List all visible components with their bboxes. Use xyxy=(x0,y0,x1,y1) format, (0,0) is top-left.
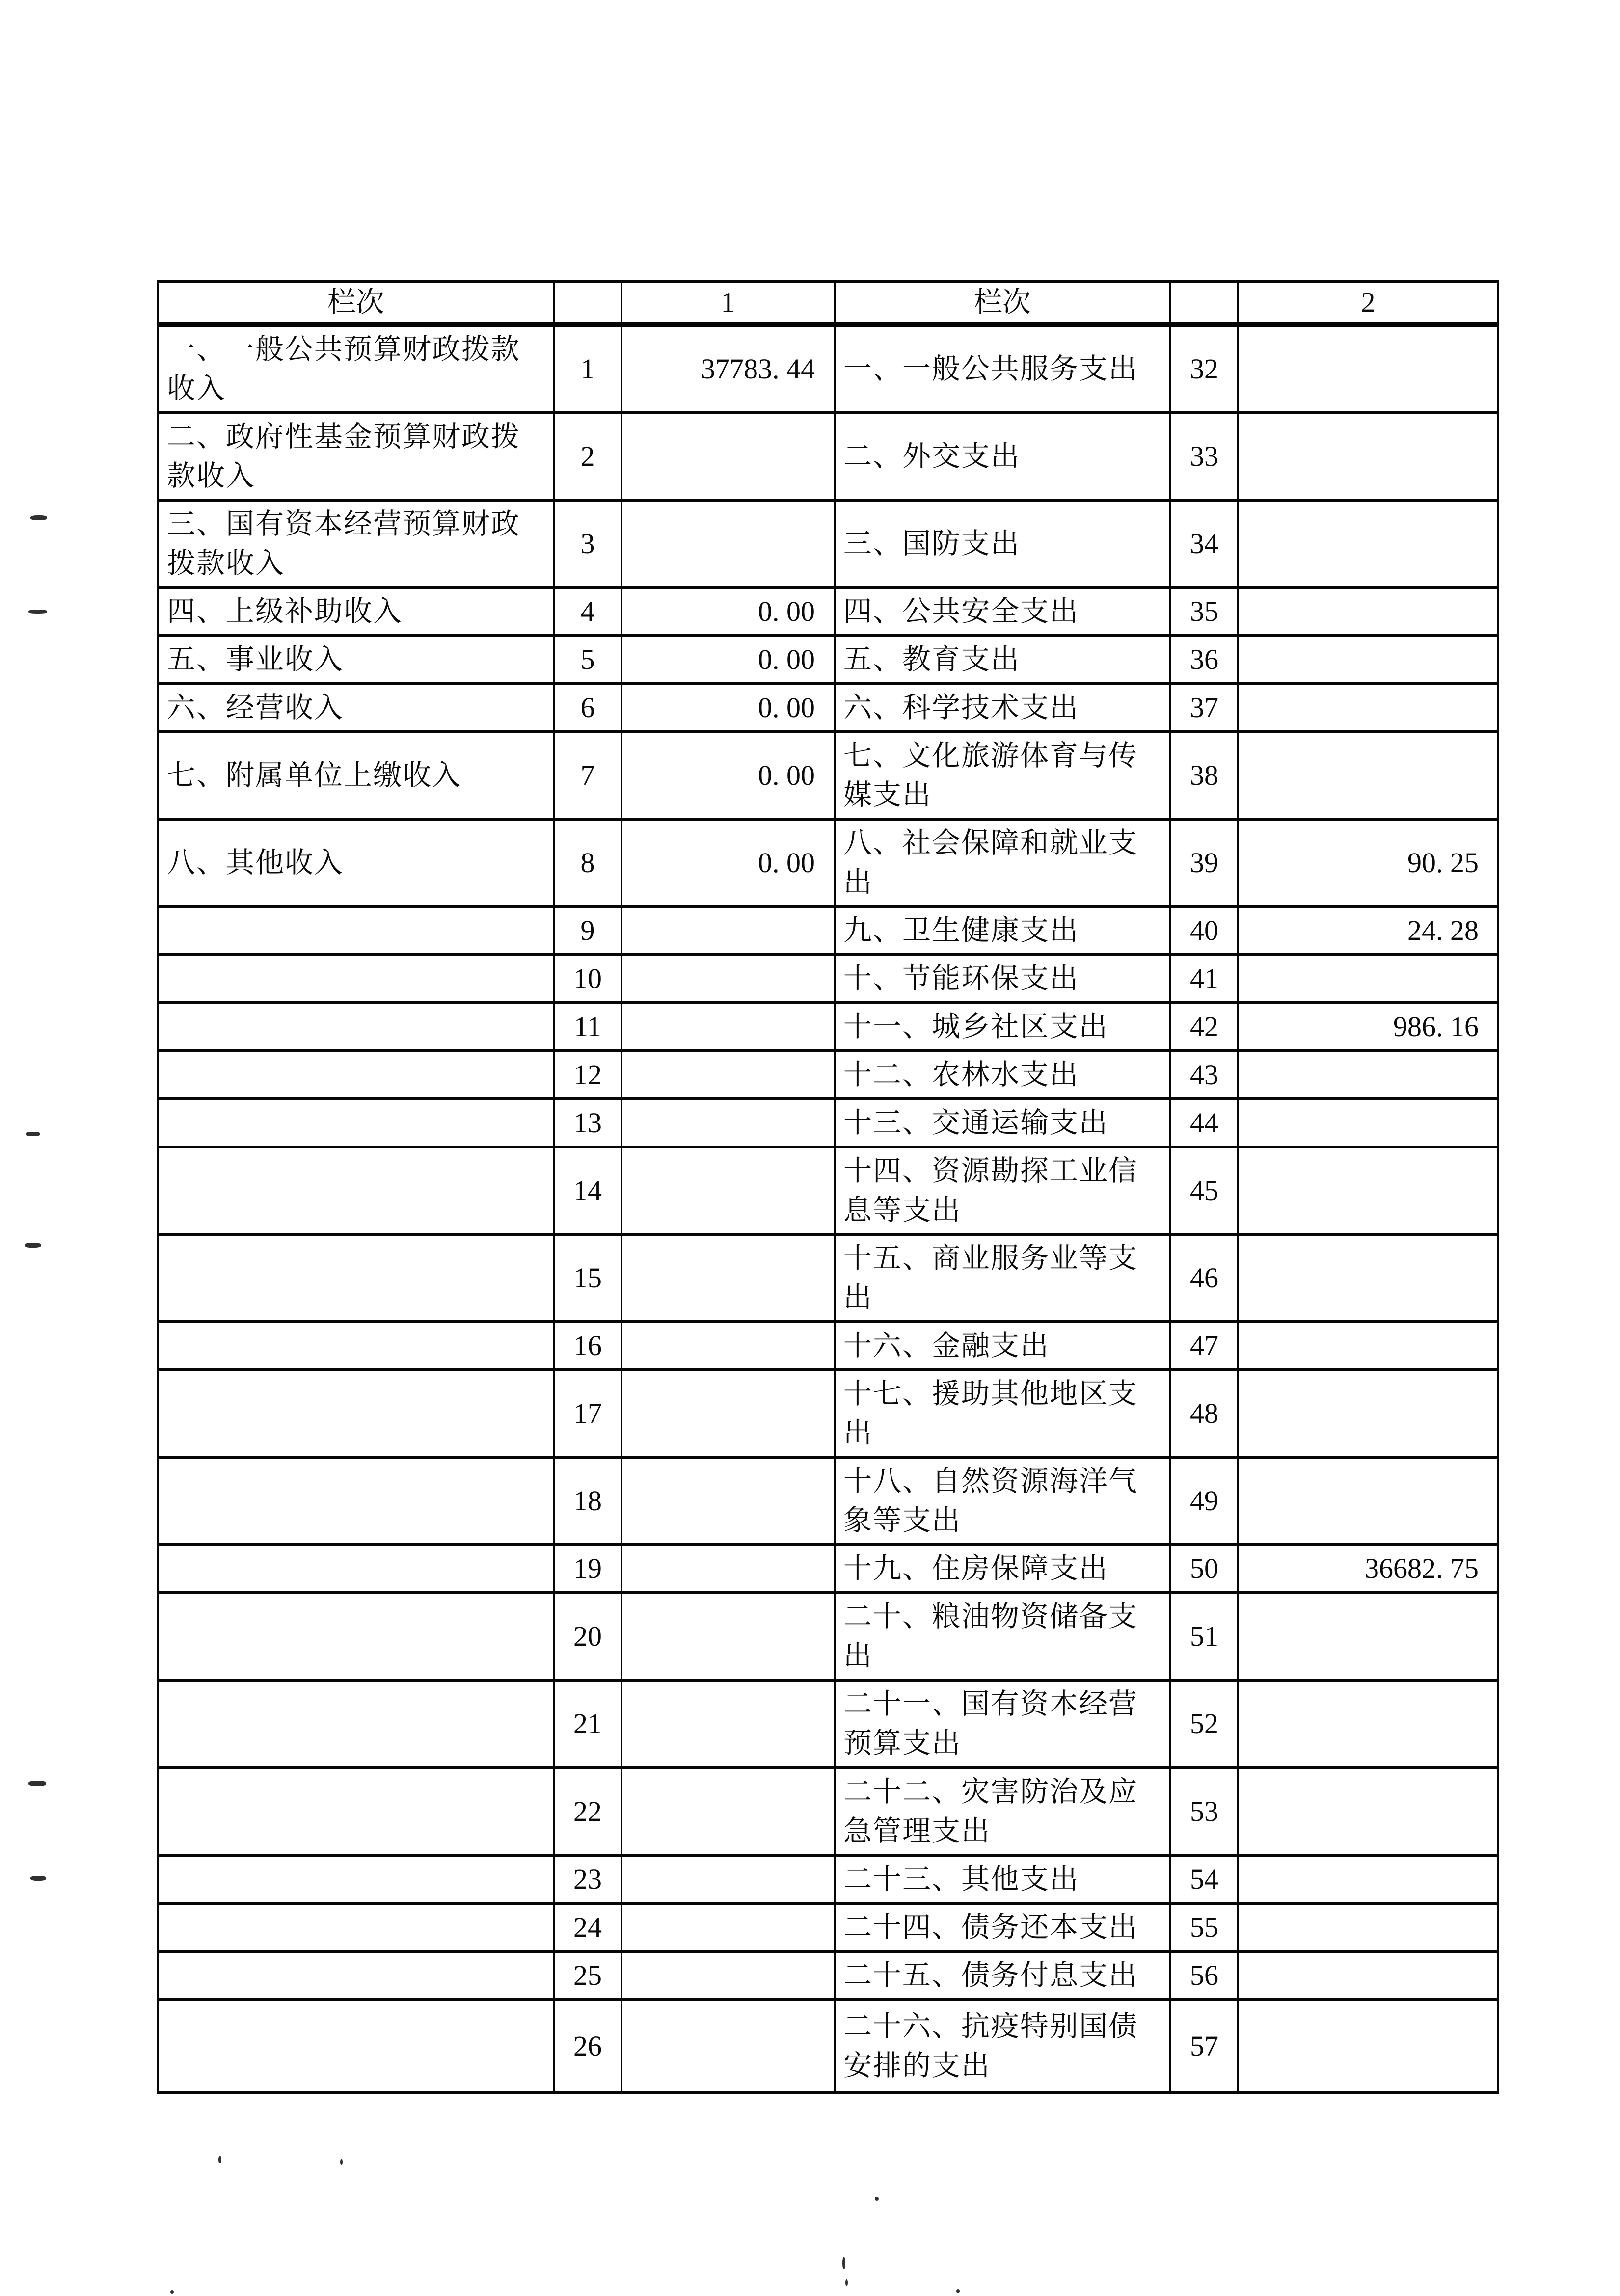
expense-line-no-cell: 41 xyxy=(1170,955,1238,1003)
income-line-no-cell: 23 xyxy=(554,1855,621,1903)
income-item-cell: 三、国有资本经营预算财政拨款收入 xyxy=(158,500,554,587)
expense-value-cell: 90. 25 xyxy=(1238,819,1498,907)
income-value-cell xyxy=(621,2000,835,2093)
income-value-cell: 0. 00 xyxy=(621,684,835,732)
income-value-cell xyxy=(621,907,835,955)
income-value-cell xyxy=(621,1322,835,1370)
expense-line-no-cell: 38 xyxy=(1170,732,1238,819)
expense-line-no-cell: 55 xyxy=(1170,1903,1238,1951)
expense-item-cell: 一、一般公共服务支出 xyxy=(835,324,1170,413)
income-value-cell: 0. 00 xyxy=(621,636,835,684)
expense-line-no-cell: 52 xyxy=(1170,1680,1238,1767)
income-line-no-cell: 25 xyxy=(554,1951,621,2000)
expense-item-cell: 六、科学技术支出 xyxy=(835,684,1170,732)
table-row xyxy=(158,324,1498,413)
expense-line-no-cell: 54 xyxy=(1170,1855,1238,1903)
header-col-2: 2 xyxy=(1238,281,1498,324)
income-item-cell xyxy=(158,1322,554,1370)
expense-value-cell xyxy=(1238,955,1498,1003)
income-line-no-cell: 20 xyxy=(554,1593,621,1680)
expense-line-no-cell: 46 xyxy=(1170,1234,1238,1322)
table-row xyxy=(158,1099,1498,1147)
table-row xyxy=(158,1545,1498,1593)
expense-value-cell xyxy=(1238,587,1498,636)
income-line-no-cell: 15 xyxy=(554,1234,621,1322)
income-item-cell: 六、经营收入 xyxy=(158,684,554,732)
scan-speck xyxy=(170,2290,174,2294)
expense-value-cell xyxy=(1238,1903,1498,1951)
scan-speck xyxy=(25,1243,41,1248)
income-item-cell xyxy=(158,1768,554,1855)
income-value-cell xyxy=(621,1768,835,1855)
income-value-cell xyxy=(621,1855,835,1903)
expense-line-no-cell: 43 xyxy=(1170,1051,1238,1099)
income-line-no-cell: 12 xyxy=(554,1051,621,1099)
income-value-cell xyxy=(621,1680,835,1767)
expense-item-cell: 二十一、国有资本经营预算支出 xyxy=(835,1680,1170,1767)
expense-item-cell: 十三、交通运输支出 xyxy=(835,1099,1170,1147)
income-line-no-cell: 22 xyxy=(554,1768,621,1855)
income-line-no-cell: 10 xyxy=(554,955,621,1003)
income-value-cell xyxy=(621,1099,835,1147)
header-lanci-right: 栏次 xyxy=(835,281,1170,324)
income-line-no-cell: 2 xyxy=(554,413,621,500)
income-item-cell xyxy=(158,1099,554,1147)
income-value-cell xyxy=(621,955,835,1003)
expense-line-no-cell: 32 xyxy=(1170,324,1238,413)
income-item-cell xyxy=(158,1003,554,1051)
expense-item-cell: 十四、资源勘探工业信息等支出 xyxy=(835,1147,1170,1234)
income-item-cell xyxy=(158,1234,554,1322)
income-line-no-cell: 5 xyxy=(554,636,621,684)
header-blank-left xyxy=(554,281,621,324)
expense-item-cell: 二十、粮油物资储备支出 xyxy=(835,1593,1170,1680)
income-item-cell xyxy=(158,1951,554,2000)
income-line-no-cell: 9 xyxy=(554,907,621,955)
expense-line-no-cell: 47 xyxy=(1170,1322,1238,1370)
expense-value-cell: 986. 16 xyxy=(1238,1003,1498,1051)
expense-item-cell: 二十五、债务付息支出 xyxy=(835,1951,1170,2000)
expense-value-cell xyxy=(1238,1234,1498,1322)
income-value-cell: 0. 00 xyxy=(621,587,835,636)
scan-speck xyxy=(30,1876,46,1881)
expense-value-cell xyxy=(1238,1680,1498,1767)
expense-item-cell: 十、节能环保支出 xyxy=(835,955,1170,1003)
income-item-cell: 二、政府性基金预算财政拨款收入 xyxy=(158,413,554,500)
expense-line-no-cell: 40 xyxy=(1170,907,1238,955)
table-row xyxy=(158,1003,1498,1051)
expense-item-cell: 十一、城乡社区支出 xyxy=(835,1003,1170,1051)
expense-item-cell: 二十二、灾害防治及应急管理支出 xyxy=(835,1768,1170,1855)
expense-line-no-cell: 34 xyxy=(1170,500,1238,587)
expense-item-cell: 五、教育支出 xyxy=(835,636,1170,684)
income-line-no-cell: 8 xyxy=(554,819,621,907)
income-value-cell xyxy=(621,1593,835,1680)
header-col-1: 1 xyxy=(621,281,835,324)
income-item-cell xyxy=(158,1903,554,1951)
expense-value-cell xyxy=(1238,413,1498,500)
table-row xyxy=(158,1051,1498,1099)
table-row xyxy=(158,1147,1498,1234)
expense-line-no-cell: 56 xyxy=(1170,1951,1238,2000)
scan-speck xyxy=(28,610,47,614)
income-line-no-cell: 1 xyxy=(554,324,621,413)
income-line-no-cell: 24 xyxy=(554,1903,621,1951)
income-item-cell: 五、事业收入 xyxy=(158,636,554,684)
table-row xyxy=(158,1234,1498,1322)
budget-table xyxy=(157,280,1499,2094)
expense-value-cell: 24. 28 xyxy=(1238,907,1498,955)
expense-item-cell: 十九、住房保障支出 xyxy=(835,1545,1170,1593)
income-item-cell xyxy=(158,955,554,1003)
income-item-cell xyxy=(158,1457,554,1545)
expense-value-cell xyxy=(1238,1051,1498,1099)
expense-item-cell: 九、卫生健康支出 xyxy=(835,907,1170,955)
expense-value-cell xyxy=(1238,324,1498,413)
table-row xyxy=(158,2000,1498,2093)
expense-line-no-cell: 37 xyxy=(1170,684,1238,732)
table-row xyxy=(158,907,1498,955)
table-row xyxy=(158,1322,1498,1370)
expense-line-no-cell: 33 xyxy=(1170,413,1238,500)
expense-line-no-cell: 44 xyxy=(1170,1099,1238,1147)
scan-speck xyxy=(30,515,47,520)
income-line-no-cell: 21 xyxy=(554,1680,621,1767)
income-item-cell xyxy=(158,907,554,955)
income-value-cell xyxy=(621,1545,835,1593)
expense-value-cell xyxy=(1238,732,1498,819)
income-item-cell: 四、上级补助收入 xyxy=(158,587,554,636)
income-value-cell xyxy=(621,413,835,500)
income-item-cell xyxy=(158,1370,554,1457)
expense-line-no-cell: 39 xyxy=(1170,819,1238,907)
expense-value-cell xyxy=(1238,1593,1498,1680)
income-line-no-cell: 14 xyxy=(554,1147,621,1234)
expense-line-no-cell: 57 xyxy=(1170,2000,1238,2093)
table-row xyxy=(158,1951,1498,2000)
expense-value-cell xyxy=(1238,1322,1498,1370)
table-header-row xyxy=(158,281,1498,324)
expense-item-cell: 十七、援助其他地区支出 xyxy=(835,1370,1170,1457)
table-row xyxy=(158,684,1498,732)
table-row xyxy=(158,587,1498,636)
income-line-no-cell: 6 xyxy=(554,684,621,732)
income-value-cell xyxy=(621,1457,835,1545)
table-row xyxy=(158,955,1498,1003)
expense-item-cell: 四、公共安全支出 xyxy=(835,587,1170,636)
expense-value-cell xyxy=(1238,1099,1498,1147)
table-row xyxy=(158,1903,1498,1951)
income-value-cell xyxy=(621,1051,835,1099)
expense-value-cell xyxy=(1238,1768,1498,1855)
scan-speck xyxy=(842,2257,845,2269)
expense-item-cell: 十五、商业服务业等支出 xyxy=(835,1234,1170,1322)
income-line-no-cell: 16 xyxy=(554,1322,621,1370)
income-value-cell xyxy=(621,1003,835,1051)
expense-item-cell: 七、文化旅游体育与传媒支出 xyxy=(835,732,1170,819)
expense-line-no-cell: 51 xyxy=(1170,1593,1238,1680)
expense-value-cell xyxy=(1238,1147,1498,1234)
income-value-cell xyxy=(621,1370,835,1457)
expense-value-cell xyxy=(1238,684,1498,732)
expense-value-cell: 36682. 75 xyxy=(1238,1545,1498,1593)
table-row xyxy=(158,819,1498,907)
income-value-cell xyxy=(621,1903,835,1951)
scan-speck xyxy=(28,1781,46,1786)
expense-item-cell: 二、外交支出 xyxy=(835,413,1170,500)
table-row xyxy=(158,1855,1498,1903)
expense-line-no-cell: 45 xyxy=(1170,1147,1238,1234)
scan-speck xyxy=(26,1132,40,1136)
table-row xyxy=(158,1370,1498,1457)
income-line-no-cell: 3 xyxy=(554,500,621,587)
income-line-no-cell: 11 xyxy=(554,1003,621,1051)
expense-line-no-cell: 42 xyxy=(1170,1003,1238,1051)
income-value-cell xyxy=(621,500,835,587)
expense-value-cell xyxy=(1238,1457,1498,1545)
expense-item-cell: 十六、金融支出 xyxy=(835,1322,1170,1370)
income-line-no-cell: 13 xyxy=(554,1099,621,1147)
expense-value-cell xyxy=(1238,636,1498,684)
income-value-cell: 0. 00 xyxy=(621,819,835,907)
expense-item-cell: 二十六、抗疫特别国债安排的支出 xyxy=(835,2000,1170,2093)
expense-value-cell xyxy=(1238,1951,1498,2000)
income-line-no-cell: 19 xyxy=(554,1545,621,1593)
scan-speck xyxy=(875,2197,879,2201)
table-row xyxy=(158,500,1498,587)
income-item-cell xyxy=(158,1051,554,1099)
income-value-cell xyxy=(621,1147,835,1234)
expense-line-no-cell: 50 xyxy=(1170,1545,1238,1593)
expense-item-cell: 二十四、债务还本支出 xyxy=(835,1903,1170,1951)
expense-item-cell: 八、社会保障和就业支出 xyxy=(835,819,1170,907)
income-value-cell: 0. 00 xyxy=(621,732,835,819)
expense-item-cell: 二十三、其他支出 xyxy=(835,1855,1170,1903)
expense-line-no-cell: 53 xyxy=(1170,1768,1238,1855)
table-row xyxy=(158,1593,1498,1680)
table-row xyxy=(158,636,1498,684)
expense-line-no-cell: 36 xyxy=(1170,636,1238,684)
income-value-cell xyxy=(621,1234,835,1322)
table-row xyxy=(158,732,1498,819)
income-item-cell xyxy=(158,1593,554,1680)
income-item-cell: 七、附属单位上缴收入 xyxy=(158,732,554,819)
table-row xyxy=(158,1768,1498,1855)
expense-value-cell xyxy=(1238,500,1498,587)
expense-line-no-cell: 48 xyxy=(1170,1370,1238,1457)
income-item-cell xyxy=(158,2000,554,2093)
income-item-cell xyxy=(158,1545,554,1593)
scan-speck xyxy=(845,2279,848,2286)
expense-item-cell: 十二、农林水支出 xyxy=(835,1051,1170,1099)
income-line-no-cell: 4 xyxy=(554,587,621,636)
income-value-cell: 37783. 44 xyxy=(621,324,835,413)
table-row xyxy=(158,1457,1498,1545)
income-item-cell: 一、一般公共预算财政拨款收入 xyxy=(158,324,554,413)
income-line-no-cell: 7 xyxy=(554,732,621,819)
income-line-no-cell: 18 xyxy=(554,1457,621,1545)
table-row xyxy=(158,413,1498,500)
scan-speck xyxy=(218,2156,221,2163)
income-line-no-cell: 26 xyxy=(554,2000,621,2093)
expense-line-no-cell: 35 xyxy=(1170,587,1238,636)
expense-value-cell xyxy=(1238,1370,1498,1457)
expense-value-cell xyxy=(1238,1855,1498,1903)
income-item-cell xyxy=(158,1147,554,1234)
income-value-cell xyxy=(621,1951,835,2000)
income-item-cell: 八、其他收入 xyxy=(158,819,554,907)
scan-speck xyxy=(956,2289,960,2293)
income-item-cell xyxy=(158,1855,554,1903)
scan-speck xyxy=(340,2159,343,2165)
expense-value-cell xyxy=(1238,2000,1498,2093)
table-row xyxy=(158,1680,1498,1767)
header-blank-right xyxy=(1170,281,1238,324)
expense-line-no-cell: 49 xyxy=(1170,1457,1238,1545)
income-line-no-cell: 17 xyxy=(554,1370,621,1457)
income-item-cell xyxy=(158,1680,554,1767)
expense-item-cell: 十八、自然资源海洋气象等支出 xyxy=(835,1457,1170,1545)
expense-item-cell: 三、国防支出 xyxy=(835,500,1170,587)
header-lanci-left: 栏次 xyxy=(158,281,554,324)
